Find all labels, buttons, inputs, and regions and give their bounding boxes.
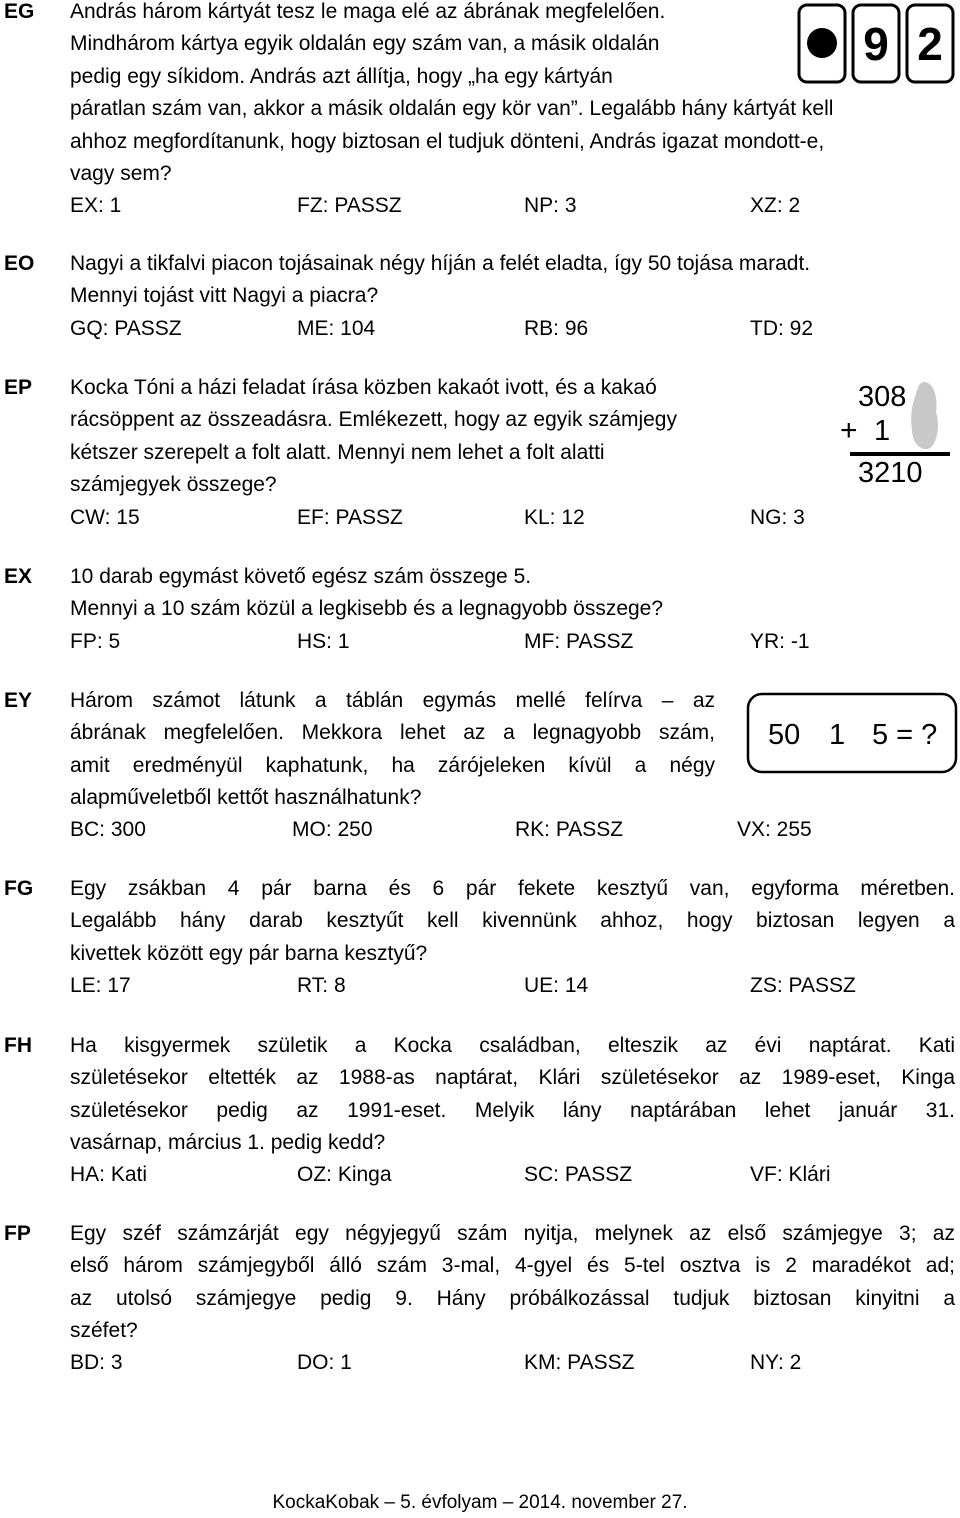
answer-option: FZ: PASSZ xyxy=(297,194,402,217)
circle-shape xyxy=(807,28,837,58)
question-code: FG xyxy=(4,877,34,900)
addition-figure xyxy=(836,378,956,490)
question-text xyxy=(70,248,955,313)
question-code: FH xyxy=(4,1034,32,1057)
question-line: pedig egy síkidom. András azt állítja, hogy „ha egy kártyán xyxy=(70,64,613,88)
question-line: Ha kisgyermek születik a Kocka családban, elteszik az évi naptárat. Kati xyxy=(70,1034,955,1057)
question-line: széfet? xyxy=(70,1319,138,1343)
question-line: az utolsó számjegye pedig 9. Hány próbálkozással tudjuk biztosan kinyitni a xyxy=(70,1286,955,1310)
answer-option: HA: Kati xyxy=(70,1163,148,1186)
question-line: Három számot látunk a táblán egymás mellé felírva – az xyxy=(70,689,715,712)
answer-option: RT: 8 xyxy=(297,974,346,997)
answer-options xyxy=(70,970,870,1002)
question-code: FP xyxy=(4,1222,31,1245)
plus-sign: + xyxy=(840,414,858,447)
answer-option: HS: 1 xyxy=(297,630,350,653)
answer-option: RB: 96 xyxy=(524,317,589,340)
cocoa-blot xyxy=(911,382,938,449)
question-line: rácsöppent az összeadásra. Emlékezett, hogy az egyik számjegy xyxy=(70,408,677,432)
board-figure xyxy=(746,692,958,774)
answer-option: ZS: PASSZ xyxy=(750,974,856,997)
answer-options xyxy=(70,502,870,534)
question-line: vagy sem? xyxy=(70,162,172,186)
answer-option: ME: 104 xyxy=(297,317,376,340)
question-text xyxy=(70,1030,955,1160)
question-code: EX xyxy=(4,565,33,588)
board-number: 1 xyxy=(829,719,846,751)
answer-options xyxy=(70,313,870,345)
question-line: 10 darab egymást követő egész szám összege 5. xyxy=(70,565,532,588)
question-code: EO xyxy=(4,252,35,275)
question-line: kivettek között egy pár barna kesztyű? xyxy=(70,941,428,965)
answer-option: LE: 17 xyxy=(70,974,131,997)
top-number: 308 xyxy=(858,381,907,413)
answer-option: SC: PASSZ xyxy=(524,1163,633,1186)
question-line: Legalább hány darab kesztyűt kell kivennünk ahhoz, hogy biztosan legyen a xyxy=(70,909,955,933)
answer-option: KL: 12 xyxy=(524,506,585,529)
question-line: Mennyi tojást vitt Nagyi a piacra? xyxy=(70,284,379,308)
question-line: Kocka Tóni a házi feladat írása közben kakaót ivott, és a kakaó xyxy=(70,376,657,399)
question-line: számjegyek összege? xyxy=(70,473,277,497)
question-line: amit eredményül kaphatunk, ha zárójeleken kívül a négy xyxy=(70,753,715,777)
question-line: Nagyi a tikfalvi piacon tojásainak négy híján a felét eladta, így 50 tojása maradt. xyxy=(70,252,811,275)
question-text xyxy=(70,685,715,815)
answer-option: CW: 15 xyxy=(70,506,140,529)
question-text xyxy=(70,1218,955,1348)
answer-option: KM: PASSZ xyxy=(524,1351,635,1374)
question-line: alapműveletből kettőt használhatunk? xyxy=(70,786,422,810)
question-line: András három kártyát tesz le maga elé az ábrának megfelelően. xyxy=(70,0,666,23)
question-line: Egy zsákban 4 pár barna és 6 pár fekete kesztyű van, egyforma méretben. xyxy=(70,877,955,900)
answer-option: RK: PASSZ xyxy=(515,818,624,841)
question-line: páratlan szám van, akkor a másik oldalán egy kör van”. Legalább hány kártyát kell xyxy=(70,97,834,121)
question-line: születésekor eltették az 1988-as naptárat, Klári születésekor az 1989-eset, Kinga xyxy=(70,1066,955,1090)
answer-option: XZ: 2 xyxy=(750,194,801,217)
answer-option: VF: Klári xyxy=(750,1163,831,1186)
answer-option: BD: 3 xyxy=(70,1351,123,1374)
card-number: 2 xyxy=(917,18,943,70)
answer-option: MF: PASSZ xyxy=(524,630,634,653)
answer-option: DO: 1 xyxy=(297,1351,352,1374)
question-line: Egy széf számzárját egy négyjegyű szám nyitja, melynek az első számjegye 3; az xyxy=(70,1222,955,1245)
question-line: ahhoz megfordítanunk, hogy biztosan el tudjuk dönteni, András igazat mondott-e, xyxy=(70,129,825,153)
answer-options xyxy=(70,626,870,658)
question-code: EY xyxy=(4,689,33,712)
question-text xyxy=(70,873,955,970)
answer-option: NP: 3 xyxy=(524,194,577,217)
question-line: ábrának megfelelően. Mekkora lehet az a legnagyobb szám, xyxy=(70,721,715,745)
question-text xyxy=(70,561,955,626)
answer-option: NG: 3 xyxy=(750,506,805,529)
answer-options xyxy=(70,190,870,222)
question-code: EG xyxy=(4,0,35,23)
answer-option: OZ: Kinga xyxy=(297,1163,392,1186)
answer-option: NY: 2 xyxy=(750,1351,802,1374)
answer-option: MO: 250 xyxy=(292,818,373,841)
question-line: születésekor pedig az 1991-eset. Melyik lány naptárában lehet január 31. xyxy=(70,1098,955,1122)
answer-options xyxy=(70,1347,870,1379)
answer-option: BC: 300 xyxy=(70,818,146,841)
card-number: 9 xyxy=(863,18,889,70)
answer-option: YR: -1 xyxy=(750,630,810,653)
board-expression: 5 = ? xyxy=(872,719,938,751)
question-text xyxy=(70,372,770,502)
answer-option: FP: 5 xyxy=(70,630,121,653)
board-number: 50 xyxy=(768,719,801,751)
answer-option: UE: 14 xyxy=(524,974,589,997)
answer-option: EX: 1 xyxy=(70,194,122,217)
result-number: 3210 xyxy=(858,457,923,489)
answer-options xyxy=(70,814,870,846)
answer-option: GQ: PASSZ xyxy=(70,317,182,340)
answer-option: VX: 255 xyxy=(737,818,812,841)
question-line: Mennyi a 10 szám közül a legkisebb és a legnagyobb összege? xyxy=(70,597,664,621)
cards-figure xyxy=(796,2,958,86)
question-line: első három számjegyből álló szám 3-mal, 4-gyel és 5-tel osztva is 2 maradékot ad; xyxy=(70,1254,955,1278)
answer-option: EF: PASSZ xyxy=(297,506,403,529)
answer-options xyxy=(70,1159,870,1191)
question-code: EP xyxy=(4,376,33,399)
answer-option: TD: 92 xyxy=(750,317,814,340)
page-footer: KockaKobak – 5. évfolyam – 2014. november 27. xyxy=(272,1492,688,1513)
question-line: Mindhárom kártya egyik oldalán egy szám van, a másik oldalán xyxy=(70,32,660,56)
question-line: vasárnap, március 1. pedig kedd? xyxy=(70,1131,386,1155)
question-line: kétszer szerepelt a folt alatt. Mennyi nem lehet a folt alatti xyxy=(70,440,605,464)
addend-number: 1 xyxy=(874,415,891,447)
